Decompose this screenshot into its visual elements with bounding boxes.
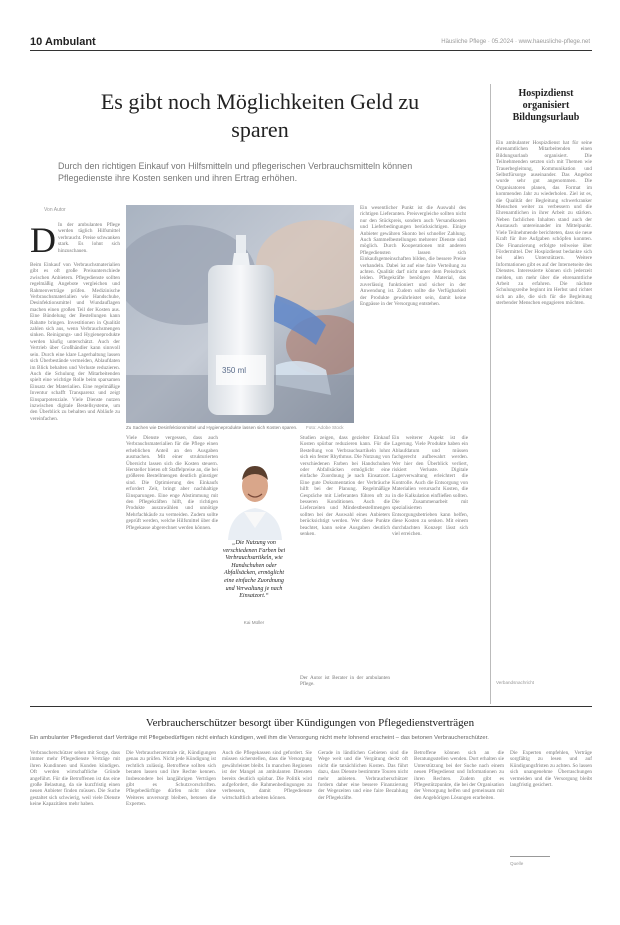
bottom-footer-rule	[510, 856, 550, 857]
bottle-label: 350 ml	[222, 366, 247, 375]
photo-illustration	[126, 205, 354, 423]
body-text-col1: Beim Einkauf von Verbrauchsmaterialien gibt es oft große Preisunterschiede zwischen Anbietern. Pflegedienste sollten regelmäßig Angebote vergleichen und Rahmenverträge prüfen. Medizinische Verbrauchsmaterialien wie Handschuhe, Desinfektionsmittel und Wundauflagen machen einen großen Teil der Kosten aus. Eine Bündelung der Bestellungen kann Rabatte bringen. Investitionen in Qualität zahlen sich aus, wenn Verbrauchsmengen sinken. Reinigungs- und Hygieneprodukte werden häufig unterschätzt. Auch der Vertrieb über Großhändler kann sinnvoll sein. Durch eine klare Lagerhaltung lassen sich Überbestände vermeiden, Ablaufdaten im Blick behalten und Verluste reduzieren. Auch die Schulung der Mitarbeitenden spielt eine wichtige Rolle beim sparsamen Einsatz der Materialien. Eine regelmäßige Inventur schafft Transparenz und zeigt Einsparpotenziale. Viele Dienste nutzen inzwischen digitale Bestellsysteme, um den Überblick zu behalten und Abläufe zu vereinfachen.	[30, 262, 120, 422]
sidebar-headline: Hospizdienst organisiert Bildungsurlaub	[512, 88, 580, 123]
photo-caption: Zu Sachen wie Desinfektionsmittel und Hygieneprodukte lassen sich Kosten sparen.	[126, 425, 298, 430]
sidebar-footer: Verbandsnachricht	[496, 680, 535, 685]
bottom-footer: Quelle	[510, 861, 524, 866]
header-rule	[30, 50, 592, 51]
drop-cap: D	[30, 220, 56, 260]
body-text-col2: Viele Dienste vergessen, dass auch Verbrauchsmaterialien für die Pflege einen erheblichen Anteil an den Ausgaben ausmachen. Mit einer strukturierten Übersicht lassen sich die Kosten steuern. Hersteller bieten oft Staffelpreise an, die bei größeren Bestellmengen deutlich günstiger sind. Die Optimierung des Einkaufs erfordert Zeit, bringt aber nachhaltige Einsparungen. Eine enge Abstimmung mit den Pflegekräften hilft, die richtigen Produkte auszuwählen und unnötige Mehrfachkäufe zu vermeiden. Zudem sollte geprüft werden, welche Hilfsmittel über die Pflegekasse abgerechnet werden können.	[126, 435, 218, 531]
page-number: 10	[30, 36, 43, 48]
body-text-col1-intro: In der ambulanten Pflege werden täglich Hilfsmittel verbraucht. Preise schwanken stark. Es lohnt sich hinzuschauen.	[58, 222, 120, 254]
bottom-col2: Die Verbraucherzentrale rät, Kündigungen genau zu prüfen. Nicht jede Kündigung ist rechtlich zulässig. Betroffene sollten sich beraten lassen und ihre Rechte kennen. Insbesondere bei langjährigen Verträgen gibt es Schutzvorschriften. Pflegebedürftige dürfen nicht ohne Weiteres unversorgt bleiben, betonen die Experten.	[126, 750, 216, 808]
issue-meta: Häusliche Pflege · 05.2024 · www.haeusliche-pflege.net	[441, 39, 590, 45]
section-rule	[30, 706, 592, 707]
bottom-col6: Die Experten empfehlen, Verträge sorgfältig zu lesen und auf Kündigungsfristen zu achten. So lassen sich unangenehme Überraschungen vermeiden und die Versorgung bleibt langfristig gesichert.	[510, 750, 592, 789]
bottom-col1: Verbraucherschützer sehen mit Sorge, dass immer mehr Pflegedienste Verträge mit ihren Kundinnen und Kunden kündigen. Oft werden wirtschaftliche Gründe angeführt. Für die Betroffenen ist das eine große Belastung, da sie kurzfristig einen neuen Anbieter finden müssen. Die Suche gestaltet sich schwierig, weil viele Dienste keine Kapazitäten mehr haben.	[30, 750, 120, 808]
photo-credit: Foto: Adobe Stock	[306, 425, 344, 430]
bottom-col4: Gerade in ländlichen Gebieten sind die Wege weit und die Vergütung deckt oft nicht die tatsächlichen Kosten. Das führt dazu, dass Dienste bestimmte Touren nicht mehr anbieten. Verbraucherschützer fordern daher eine bessere Finanzierung der Wegezeiten und eine faire Bezahlung der Pflegekräfte.	[318, 750, 408, 801]
article-author: Von Autor	[44, 207, 66, 213]
quote-source: Kai Müller	[243, 620, 265, 625]
sidebar-body-text: Ein ambulanter Hospizdienst hat für seine ehrenamtlichen Mitarbeitenden einen Bildungsurlaub organisiert. Die Teilnehmenden setzten sich mit Themen wie Trauerbegleitung, Kommunikation und Selbstfürsorge auseinander. Das Angebot wurde sehr gut angenommen. Die Organisatoren planen, das Format im kommenden Jahr zu wiederholen. Ziel ist es, die Qualität der Begleitung schwerkranker Menschen weiter zu verbessern und die Ehrenamtlichen in ihrer Arbeit zu stärken. Neben fachlichen Inhalten stand auch der Austausch untereinander im Mittelpunkt. Viele Teilnehmende berichteten, dass sie neue Kraft für ihre Aufgaben schöpfen konnten. Die Finanzierung erfolgte teilweise über Fördermittel. Der Hospizdienst bedankte sich bei allen Unterstützern. Weitere Informationen gibt es auf der Internetseite des Dienstes. Interessierte können sich jederzeit melden, um mehr über die ehrenamtliche Arbeit zu erfahren. Die nächste Schulungsreihe beginnt im Herbst und richtet sich an alle, die sich für die Begleitung sterbender Menschen engagieren möchten.	[496, 140, 592, 307]
pull-quote: „Die Nutzung von verschiedenen Farben bei Verbrauchsartikeln, wie Handschuhen oder Abfallsäcken, ermöglicht eine einfache Zuordnung und Verwaltung je nach Einsatzort.“	[222, 540, 286, 600]
section-title: Ambulant	[45, 36, 96, 48]
body-text-col4: Ein wesentlicher Punkt ist die Auswahl des richtigen Lieferanten. Preisvergleiche sollten nicht nur den Stückpreis, sondern auch Versandkosten und Lieferbedingungen berücksichtigen. Einige Anbieter gewähren Skonto bei schneller Zahlung. Auch Sammelbestellungen mehrerer Dienste sind möglich. Durch Kooperationen mit anderen Pflegediensten lassen sich Einkaufsgemeinschaften bilden, die bessere Preise verhandeln. Dabei ist auf eine faire Verteilung zu achten. Qualität darf nicht unter dem Preisdruck leiden. Pflegekräfte benötigen Material, das zuverlässig funktioniert und sicher in der Anwendung ist. Zudem sollte die Verfügbarkeit der Produkte gewährleistet sein, damit keine Engpässe in der Versorgung entstehen.	[360, 205, 466, 308]
article-photo	[126, 205, 354, 423]
body-text-col5: Ein weiterer Aspekt ist die Lagerung. Viele Produkte haben ein Ablaufdatum und müssen fachgerecht aufbewahrt werden. Wer hier den Überblick verliert, riskiert Verluste. Digitale Lagerverwaltung erleichtert die Kontrolle. Auch die Entsorgung von Materialien verursacht Kosten, die in die Kalkulation einfließen sollten. Die Zusammenarbeit mit spezialisierten Entsorgungsbetrieben kann helfen, diese Kosten zu senken. Mit einem durchdachten Konzept lässt sich viel erreichen.	[392, 435, 468, 538]
bottom-subhead: Ein ambulanter Pflegedienst darf Verträge mit Pflegebedürftigen nicht einfach kündigen, weil ihm die Versorgung nicht mehr lohnend erscheint – das betonen Verbraucherschützer.	[30, 735, 489, 741]
author-note: Der Autor ist Berater in der ambulanten Pflege.	[300, 675, 390, 688]
bottom-headline: Verbraucherschützer besorgt über Kündigungen von Pflegedienstverträgen	[145, 717, 475, 729]
column-divider	[490, 84, 491, 704]
bottom-col5: Betroffene können sich an die Beratungsstellen wenden. Dort erhalten sie Unterstützung bei der Suche nach einem neuen Pflegedienst und Informationen zu ihren Rechten. Zudem gibt es Pflegestützpunkte, die bei der Organisation der Versorgung helfen und gemeinsam mit den Angehörigen Lösungen erarbeiten.	[414, 750, 504, 801]
body-text-col3: Studien zeigen, dass gezielter Einkauf Kosten spürbar reduzieren kann. Für die Bestellung von Verbrauchsartikeln lohnt sich ein fester Rhythmus. Die Nutzung von verschiedenen Farben bei Handschuhen oder Abfallsäcken ermöglicht eine einfache Zuordnung je nach Einsatzort. Eine gute Dokumentation der Verbräuche hilft bei der Planung. Regelmäßige Gespräche mit Lieferanten führen oft zu besseren Konditionen. Auch die Lieferzeiten und Mindestbestellmengen sollten bei der Auswahl eines Anbieters berücksichtigt werden. Wer diese Punkte beachtet, kann seine Ausgaben deutlich senken.	[300, 435, 390, 538]
author-portrait	[226, 450, 284, 540]
article-headline: Es gibt noch Möglichkeiten Geld zu sparen	[100, 89, 420, 142]
bottom-col3: Auch die Pflegekassen sind gefordert. Sie müssen sicherstellen, dass die Versorgung gewährleistet bleibt. In manchen Regionen ist der Mangel an ambulanten Diensten bereits deutlich spürbar. Die Politik wird aufgefordert, die Rahmenbedingungen zu verbessern, damit Pflegedienste wirtschaftlich arbeiten können.	[222, 750, 312, 801]
article-subhead: Durch den richtigen Einkauf von Hilfsmitteln und pflegerischen Verbrauchsmitteln können Pflegedienste ihre Kosten senken und ihren Ertrag erhöhen.	[58, 161, 413, 183]
